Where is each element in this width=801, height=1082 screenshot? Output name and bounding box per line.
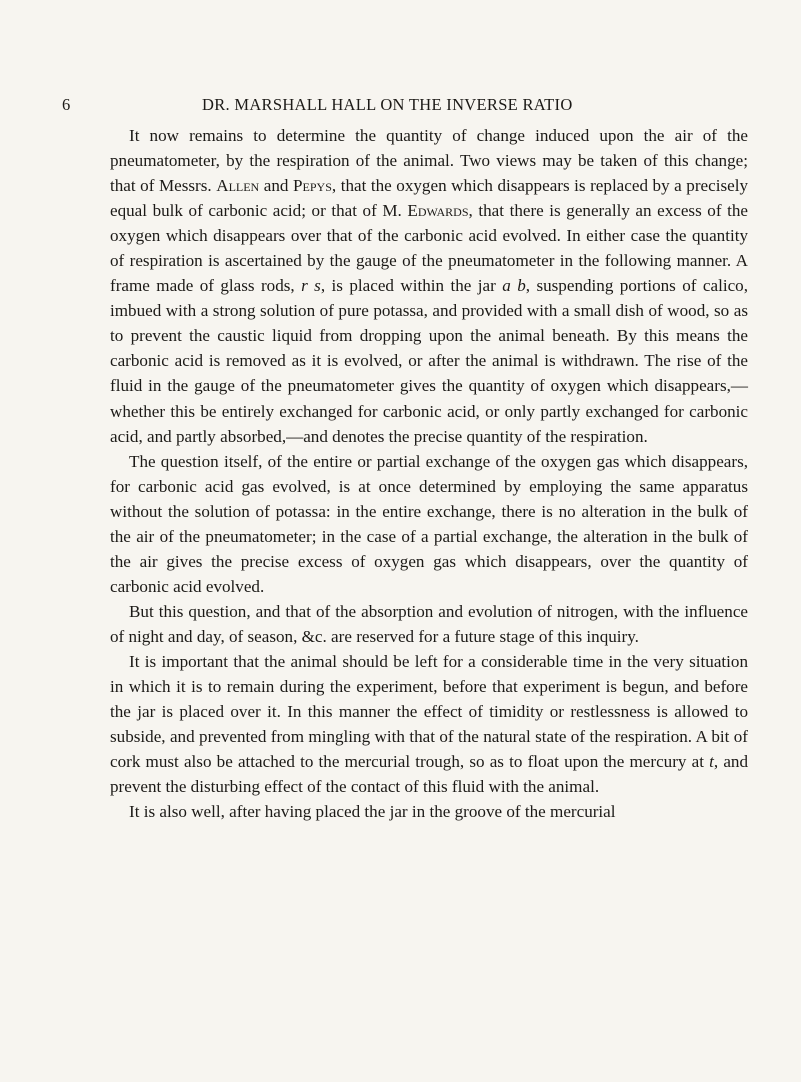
text-run: , is placed within the jar bbox=[320, 276, 503, 296]
paragraph-1 bbox=[110, 123, 748, 449]
text-run: and bbox=[259, 176, 294, 196]
paragraph-2: The question itself, of the entire or partial exchange of the oxygen gas which disappears, for carbonic acid gas evolved, is at once determined by employing the same apparatus without the solution of potassa: in the entire exchange, there is no alteration in the bulk of the air of the pneumatometer; in the case of a partial exchange, the alteration in the bulk of the air gives the precise excess of oxygen gas which disappears, over the quantity of carbonic acid evolved. bbox=[110, 451, 748, 596]
running-title: DR. MARSHALL HALL ON THE INVERSE RATIO bbox=[202, 95, 573, 114]
text-run: , and prevent the disturbing effect of the contact of this fluid with the animal. bbox=[110, 752, 749, 797]
paragraph-4 bbox=[110, 649, 748, 799]
author-name-pepys: Pepys bbox=[293, 176, 332, 196]
text-run: It is important that the animal should be left for a considerable time in the very situation in which it is to remain during the experiment, before that experiment is begun, and before the jar is placed over it. In this manner the effect of timidity or restlessness is allowed to subside, and prevented from mingling with that of the natural state of the respiration. A bit of cork must also be attached to the mercurial trough, so as to float upon the mercury at bbox=[110, 651, 748, 772]
paragraph-5: It is also well, after having placed the jar in the groove of the mercurial bbox=[129, 802, 616, 822]
figure-label-ab: a b bbox=[502, 276, 526, 296]
page-number: 6 bbox=[62, 95, 71, 114]
text-run: , that there is generally an excess of the oxygen which disappears over that of the carbonic acid evolved. In either case the quantity of respiration is ascertained by the gauge of the pneumatometer in the following manner. A frame made of glass rods, bbox=[110, 201, 748, 296]
author-name-edwards: Edwards bbox=[407, 201, 469, 221]
figure-label-t: t bbox=[709, 752, 714, 772]
body-text bbox=[110, 123, 748, 824]
author-name-allen: Allen bbox=[216, 176, 260, 196]
text-run: , that the oxygen which disappears is replaced by a precisely equal bulk of carbonic acid; or that of M. bbox=[110, 176, 749, 221]
page-header bbox=[62, 95, 752, 117]
paragraph-3: But this question, and that of the absorption and evolution of nitrogen, with the influence of night and day, of season, &c. are reserved for a future stage of this inquiry. bbox=[110, 601, 748, 646]
text-run: , suspending portions of calico, imbued with a strong solution of pure potassa, and provided with a small dish of wood, so as to prevent the caustic liquid from dropping upon the animal beneath. By this means the carbonic acid is removed as it is evolved, or after the animal is withdrawn. The rise of the fluid in the gauge of the pneumatometer gives the quantity of oxygen which disappears,—whether this be entirely exchanged for carbonic acid, or only partly exchanged for carbonic acid, and partly absorbed,—and denotes the precise quantity of the respiration. bbox=[110, 276, 748, 446]
text-run: It now remains to determine the quantity of change induced upon the air of the pneumatometer, by the respiration of the animal. Two views may be taken of this change; that of Messrs. bbox=[110, 126, 748, 196]
figure-label-rs: r s bbox=[301, 276, 321, 296]
